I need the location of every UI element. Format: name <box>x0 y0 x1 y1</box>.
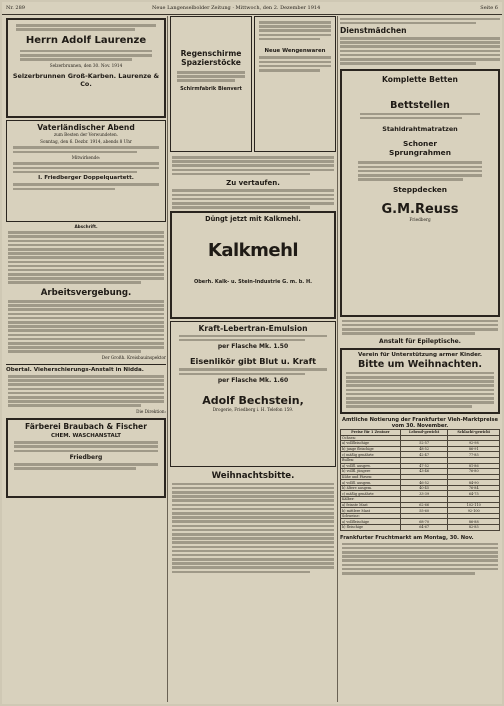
price-row <box>341 480 500 486</box>
dye-works-city: Friedberg <box>69 454 103 462</box>
evening-tickets <box>13 183 159 190</box>
price-label-cell: c) mäßig genährte <box>341 491 401 497</box>
abschrift-body <box>8 231 164 284</box>
tender-body <box>8 300 164 353</box>
dye-works-title: Färberei Braubach & Fischer <box>25 422 147 432</box>
price-label-cell: b) ältere ausgem. <box>341 485 401 491</box>
xmas-body <box>172 483 334 574</box>
epilepsy-body <box>342 320 498 335</box>
price-value-cell: 92-100 <box>448 508 500 514</box>
evening-text <box>13 146 159 153</box>
fruit-body <box>342 543 498 575</box>
beds-frames: Bettstellen <box>390 99 450 111</box>
obituary-text <box>20 50 152 61</box>
maids-intro <box>340 18 500 25</box>
appeal-title: Verein für Unterstützung armer Kinder. <box>358 351 482 358</box>
price-row <box>341 485 500 491</box>
issue-number: Nr. 289 <box>6 5 25 11</box>
epilepsy-heading: Anstalt für Epileptische. <box>379 337 461 345</box>
tender-footer: Der Großh. Kreisbauinspektor <box>101 354 166 360</box>
beds-city: Friedberg <box>409 216 431 222</box>
obituary-notice <box>6 18 166 118</box>
pharmacy-name: Adolf Bechstein, <box>202 394 304 408</box>
stove-ad <box>254 16 336 152</box>
drug-ad <box>170 321 336 467</box>
for-sale-body <box>172 189 334 208</box>
umbrella-ad <box>170 16 252 152</box>
price-label-cell: Kühe und Färsen: <box>341 474 401 480</box>
obituary-firm: Selzerbrunnen Groß-Karben. Laurenze & Co. <box>12 71 160 88</box>
evening-ad <box>6 120 166 222</box>
beds-shop: G.M.Reuss <box>381 201 459 217</box>
price-value-cell: 84-90 <box>448 480 500 486</box>
column-right <box>340 16 500 702</box>
club-body <box>8 375 164 407</box>
price-table <box>340 429 500 531</box>
evening-performers <box>13 162 159 173</box>
price-header-cell: Lebend-gewicht <box>400 429 448 435</box>
iron-price: per Flasche Mk. 1.60 <box>217 377 289 385</box>
evening-quartet: I. Friedberger Doppelquartett. <box>38 175 134 182</box>
price-row <box>341 508 500 514</box>
appeal-box <box>340 348 500 414</box>
price-value-cell: 64-75 <box>448 491 500 497</box>
column-middle <box>170 16 336 702</box>
price-label-cell: Kälber: <box>341 497 401 503</box>
price-row <box>341 452 500 458</box>
middle-top-ads <box>170 16 336 152</box>
price-value-cell: 76-80 <box>448 469 500 475</box>
price-value-cell: 43-46 <box>400 469 448 475</box>
maids-title: Dienstmädchen <box>340 25 407 35</box>
lime-head: Düngt jetzt mit Kalkmehl. <box>205 214 301 223</box>
paper-title: Neue Langenselbolder Zeitung · Mittwoch, den 2. Dezember 1914 <box>152 5 321 11</box>
price-value-cell: 42-47 <box>400 452 448 458</box>
dye-works-sub: CHEM. WASCHANSTALT <box>51 433 121 440</box>
price-label-cell: b) mittlere Mast <box>341 508 401 514</box>
price-label-cell: a) vollfl. ausgew. <box>341 463 401 469</box>
iron-body <box>179 368 327 375</box>
umbrella-title: Regenschirme Spazierstöcke <box>180 49 242 67</box>
abschrift-heading: Abschrift. <box>74 224 98 229</box>
beds-mattress: Stahldrahtmatratzen <box>382 125 458 134</box>
club-director: Die Direktion: <box>136 409 166 414</box>
price-value-cell: 52-57 <box>400 441 448 447</box>
emulsion-price: per Flasche Mk. 1.50 <box>217 343 289 351</box>
notice-body <box>172 156 334 175</box>
price-value-cell: 77-85 <box>448 452 500 458</box>
beds-quilts: Steppdecken <box>392 184 448 194</box>
maids-body <box>340 37 500 65</box>
lime-ad <box>170 211 336 319</box>
beds-title: Komplette Betten <box>382 74 458 84</box>
bed-ad <box>340 69 500 317</box>
column-rule <box>167 16 168 702</box>
price-value-cell: 64-67 <box>400 525 448 531</box>
price-value-cell: 102-110 <box>448 502 500 508</box>
price-header-cell: Preise für 1 Zentner <box>341 429 401 435</box>
tender-title: Arbeitsvergebung. <box>40 288 132 299</box>
iron-title: Eisenlikör gibt Blut u. Kraft <box>189 356 317 367</box>
stove-title: Neue Wengenwaren <box>264 48 326 55</box>
price-value-cell: 55-60 <box>400 508 448 514</box>
price-value-cell: 40-45 <box>400 485 448 491</box>
evening-place: Mitwirkende: <box>71 155 101 161</box>
price-label-cell: a) vollfleischige <box>341 441 401 447</box>
obituary-date: Selzerbrunnen, den 30. Nov. 1914 <box>49 62 123 68</box>
price-value-cell: 76-84 <box>448 485 500 491</box>
emulsion-title: Kraft-Lebertran-Emulsion <box>198 323 308 333</box>
for-sale-heading: Zu vertaufen. <box>226 179 280 188</box>
dye-works-address <box>14 463 158 470</box>
umbrella-body <box>177 71 245 82</box>
beds-list <box>358 161 482 180</box>
price-label-cell: a) vollfleischige <box>341 519 401 525</box>
maids-ad <box>340 16 500 67</box>
price-value-cell: 81-86 <box>448 463 500 469</box>
price-label-cell: Bullen: <box>341 457 401 463</box>
price-value-cell: 86-88 <box>448 519 500 525</box>
price-value-cell: 46-52 <box>400 480 448 486</box>
price-value-cell: 48-52 <box>400 446 448 452</box>
price-label-cell: b) junge fleischige <box>341 446 401 452</box>
dye-works-ad <box>6 418 166 498</box>
newspaper-page <box>2 2 502 704</box>
price-label-cell: a) feinste Mast <box>341 502 401 508</box>
evening-line: Sonntag, den 6. Dezbr. 1914, abends 8 Uhr <box>40 139 132 145</box>
fruit-heading: Frankfurter Fruchtmarkt am Montag, 30. Nov. <box>340 534 474 541</box>
price-label-cell: b) vollfl. jüngere <box>341 469 401 475</box>
price-row <box>341 441 500 447</box>
evening-subtitle: zum Besten der Verwundeten. <box>53 132 119 137</box>
price-label-cell: b) fleischige <box>341 525 401 531</box>
right-top-ads <box>340 16 500 67</box>
obituary-name: Herrn Adolf Laurenze <box>25 34 147 46</box>
obituary-intro <box>16 24 156 31</box>
price-row <box>341 502 500 508</box>
umbrella-shop: Schirmfabrik Bienvert <box>180 85 242 92</box>
price-label-cell: Schweine: <box>341 513 401 519</box>
masthead <box>2 2 502 15</box>
price-value-cell: 33-39 <box>400 491 448 497</box>
beds-sub <box>360 113 480 120</box>
price-value-cell: 92-98 <box>448 441 500 447</box>
price-row <box>341 519 500 525</box>
price-value-cell: 47-52 <box>400 463 448 469</box>
market-title: Amtliche Notierung der Frankfurter Vieh-Marktpreise vom 30. November. <box>342 416 498 429</box>
club-title: Obertal. Vieherschierungs-Anstalt in Nidda. <box>6 364 166 373</box>
price-label-cell: Ochsen: <box>341 435 401 441</box>
price-row <box>341 463 500 469</box>
stove-body <box>259 21 331 40</box>
price-value-cell: 86-91 <box>448 446 500 452</box>
price-header-cell: Schlacht-gewicht <box>448 429 500 435</box>
xmas-title: Weihnachtsbitte. <box>211 470 295 481</box>
appeal-big: Bitte um Weihnachten. <box>357 358 483 370</box>
page-number: Seite 6 <box>480 5 498 11</box>
price-value-cell: 68-70 <box>400 519 448 525</box>
price-row <box>341 491 500 497</box>
lime-big: Kalkmehl <box>207 240 299 262</box>
price-label-cell: a) vollfl. ausgem. <box>341 480 401 486</box>
lime-sub: Oberh. Kalk- u. Stein-Industrie G. m. b. H. <box>193 278 313 285</box>
pharmacy-sub: Drogerie, Friedberg i. H. Telefon 159. <box>212 407 294 413</box>
price-row <box>341 446 500 452</box>
evening-title: Vaterländischer Abend <box>37 123 135 132</box>
dye-works-body <box>14 441 158 452</box>
appeal-body <box>346 372 494 408</box>
beds-covers: Schoner <box>403 139 437 149</box>
price-value-cell: 82-85 <box>448 525 500 531</box>
beds-springs: Sprungrahmen <box>389 148 451 158</box>
column-rule <box>337 16 338 702</box>
price-value-cell: 62-66 <box>400 502 448 508</box>
price-row <box>341 469 500 475</box>
lime-center <box>174 223 332 279</box>
column-left <box>6 16 166 702</box>
price-header-row <box>341 429 500 435</box>
price-label-cell: c) mäßig genährte <box>341 452 401 458</box>
emulsion-body <box>179 335 327 342</box>
stove-details <box>259 56 331 71</box>
price-row <box>341 525 500 531</box>
